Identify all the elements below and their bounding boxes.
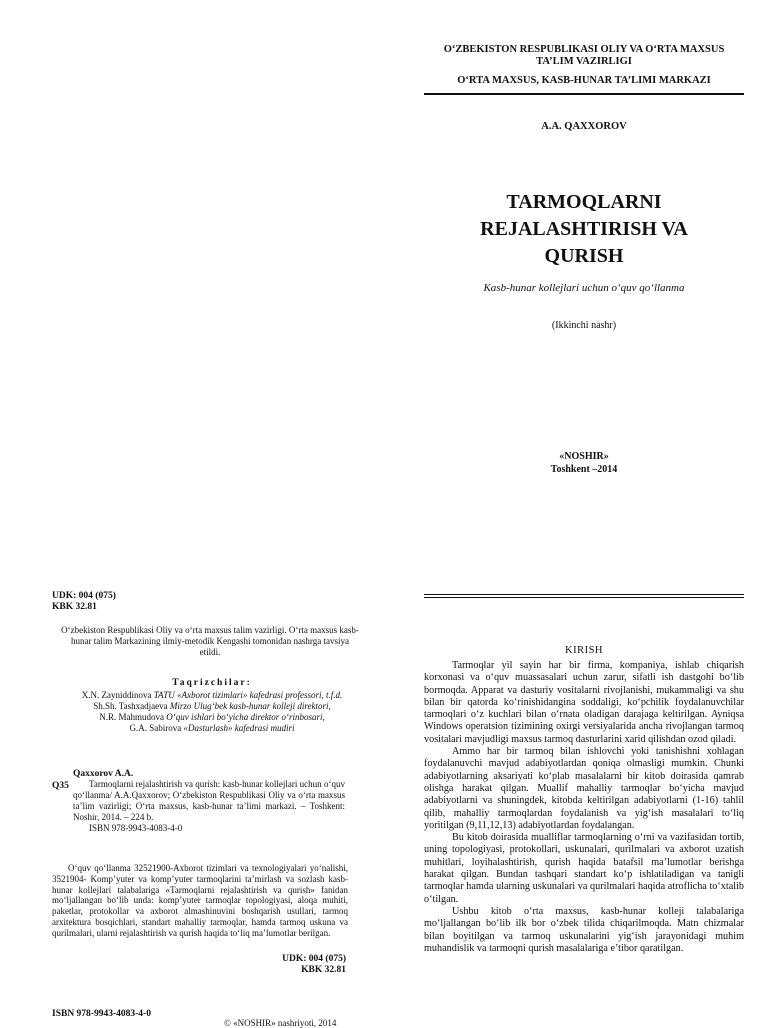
- kirish-paragraph-2: Ammo har bir tarmoq bilan ishlovchi yoki tanishishni xohlagan foydalanuvchi mavjud adabiyotlardan qoniqa olmasligi mumkin. Chunki adabiyotlarning aksariyati ko‘plab masalalarni bir kitob doirasida qamrab olishga harakat qilgan. Muallif mahalliy tarmoqlar bo‘yicha mavjud adabiyotlarni va shuningdek, kitobda keltirilgan adabiyotlarni (1-16) tahlil qilib, mahalliy tarmoqlardan foydalanish va yig‘ish masalalari to‘liq yoritilgan (9,11,12,13) adabiyotlardan foydalangan.: [424, 746, 744, 831]
- catalog-author: Qaxxorov A.A.: [73, 769, 134, 779]
- catalog-isbn: ISBN 978-9943-4083-4-0: [89, 823, 183, 833]
- reviewer-name: G.A. Sabirova: [129, 723, 184, 733]
- reviewer-name: X.N. Zayniddinova: [81, 690, 154, 700]
- reviewer-role: «Dasturlash» kafedrasi mudiri: [183, 723, 295, 733]
- kirish-paragraph-4: Ushbu kitob o‘rta maxsus, kasb-hunar kolleji talabalariga mo‘ljallangan bo‘lib ilk bor o‘zbek tilida chiqarilmoqda. Matn chizmalar bilan boyitilgan va tarmoq uskunalarini yig‘ish jarayonidagi muhim muhandislik va tarmoqni qurish masalalariga e’tibor qaratilgan.: [424, 905, 744, 954]
- reviewer-role: TATU «Axborot tizimlari» kafedrasi professori, t.f.d.: [153, 690, 343, 700]
- kbk-code: KBK 32.81: [52, 602, 97, 612]
- udk-block: [52, 591, 116, 613]
- kbk-code-2: KBK 32.81: [301, 965, 346, 975]
- udk-block-2: [226, 954, 346, 976]
- header-rule: [424, 93, 744, 95]
- isbn-bottom: ISBN 978-9943-4083-4-0: [52, 1009, 151, 1019]
- section-rule: [424, 594, 744, 598]
- reviewer-name: N.R. Mahmudova: [99, 712, 167, 722]
- edition-note: (Ikkinchi nashr): [551, 320, 617, 331]
- udk-code: UDK: 004 (075): [52, 591, 116, 601]
- title-line-3: QURISH: [544, 245, 624, 267]
- reviewer-line: [52, 690, 372, 701]
- reviewer-role: Mirzo Ulug‘bek kasb-hunar kolleji direktori,: [169, 701, 331, 711]
- kirish-paragraph-3: Bu kitob doirasida mualliflar tarmoqlarning o‘rni va vazifasidan tortib, uning topologiyasi, protokollari, uskunalari, qurilmalari va axborot uzatish muhitlari, loyihalashtirish, qurish haqida batafsil ma’lumotlar berishga harakat qilgan. Bundan tashqari standart ko‘p ishlatiladigan va tanigli tarmoqlar hamda ularning uskunalari va qurilmalari haqida atroflicha to‘xtalib o‘tilgan.: [424, 832, 744, 905]
- reviewer-line: [52, 723, 372, 734]
- approval-note: O‘zbekiston Respublikasi Oliy va o‘rta maxsus talim vazirligi. O‘rta maxsus kasb-hunar talim Markazining ilmiy-metodik Kengashi tomonidan nashrga tavsiya etildi.: [61, 625, 359, 657]
- reviewers-heading: Taqrizchilar:: [172, 678, 252, 688]
- book-subtitle: Kasb-hunar kollejlari uchun o‘quv qo‘llanma: [483, 282, 685, 294]
- catalog-entry: Tarmoqlarni rejalashtirish va qurish: kasb-hunar kollejlari uchun o‘quv qo‘llanma/ A.A.Qaxxorov; O‘zbekiston Respublikasi Oliy va o‘rta maxsus ta’lim vazirligi; O‘rta maxsus, kasb-hunar ta’limi markazi. – Toshkent: Noshir, 2014. – 224 b.: [73, 779, 345, 822]
- reviewers-list: [52, 690, 372, 734]
- title-line-1: TARMOQLARNI: [506, 191, 662, 213]
- author-name: A.A. QAXXOROV: [541, 121, 627, 132]
- annotation: O‘quv qo‘llanma 32521900-Axborot tizimlari va texnologiyalari yo‘nalishi, 3521904- Kompʼyuter va kompʼyuter tarmoqlarini ta’mirlash va sozlash kasb-hunar kollejlari talabalariga «Tarmoqlarni rejalashtirish va qurish» fanidan mo‘ljallangan bo‘lib unda: kompʼyuter tarmoqlar topologiyasi, aloqa muhiti, paketlar, protokollar va axborot almashinuvini boshqarish usullari, tarmoq arxitektura bosqichlari, standart mahalliy tarmoqlar, hamda tarmoq uskuna va qurilmalari, ularni rejalashtirish va qurish haqida to‘liq ma’lumotlar berilgan.: [52, 863, 348, 938]
- reviewer-role: O‘quv ishlari bo‘yicha direktor o‘rinbosari,: [166, 712, 325, 722]
- reviewer-name: Sh.Sh. Tashxadjaeva: [93, 701, 170, 711]
- udk-code-2: UDK: 004 (075): [282, 954, 346, 964]
- city-year: Toshkent –2014: [550, 464, 618, 475]
- catalog-code: Q35: [52, 781, 69, 791]
- centre-header: O‘RTA MAXSUS, KASB-HUNAR TA’LIMI MARKAZI: [457, 75, 711, 86]
- book-title: [424, 189, 744, 270]
- copyright: © «NOSHIR» nashriyoti, 2014: [224, 1018, 337, 1028]
- reviewer-line: [52, 701, 372, 712]
- reviewer-line: [52, 712, 372, 723]
- kirish-heading: KIRISH: [564, 645, 603, 656]
- kirish-paragraph-1: Tarmoqlar yil sayin har bir firma, kompaniya, ishlab chiqarish korxonasi va o‘quv muassasalari uchun zarur, sifatli ish dastgohi bo‘lib bormoqda. Apparat va dasturiy vositalarni rivojlanishi, mukammaligi va shu bilan bir qatorda ko‘rinishidangina soddaligi, ko‘pchilik foydalanuvchilar tarmoqlari o‘z kuchlari bilan o‘rnata oladigan darajaga keltirilgan. Ayniqsa Windows operatsion tizimining oxirgi versiyalarida ancha rivojlangan tarmoq vositalari mavjudligi maxsus tarmoq dasturlarini xarid qilishdan ozod qiladi.: [424, 660, 744, 745]
- kirish-body: [424, 660, 744, 1024]
- ministry-header: O‘ZBEKISTON RESPUBLIKASI OLIY VA O‘RTA MAXSUS TA’LIM VAZIRLIGI: [443, 44, 725, 67]
- title-line-2: REJALASHTIRISH VA: [480, 218, 688, 240]
- publisher-name: «NOSHIR»: [559, 451, 609, 462]
